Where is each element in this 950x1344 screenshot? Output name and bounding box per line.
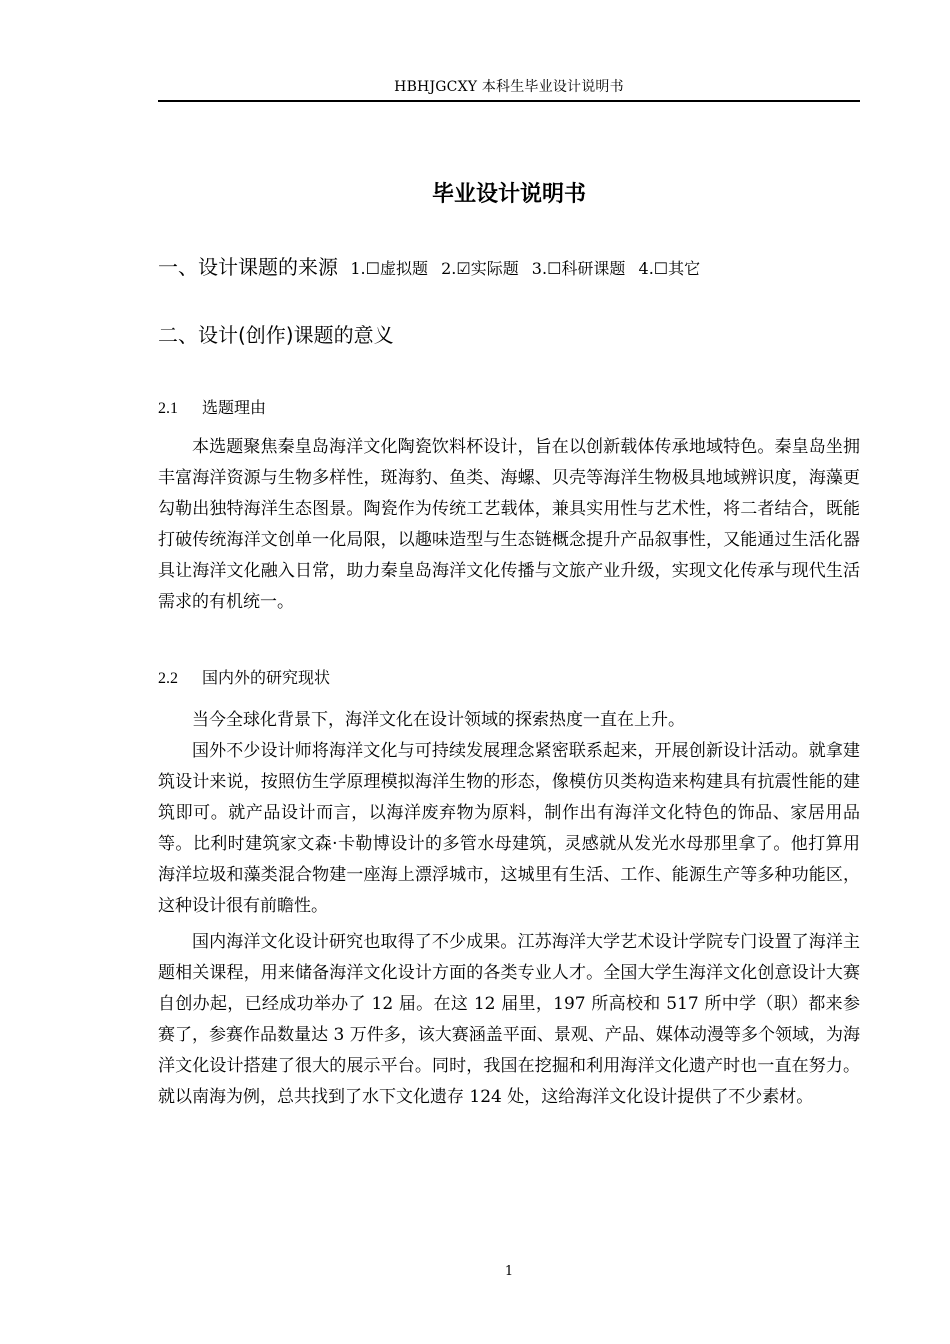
option-virtual: 1.☐虚拟题 [350,259,428,278]
paragraph: 本选题聚焦秦皇岛海洋文化陶瓷饮料杯设计，旨在以创新载体传承地域特色。秦皇岛坐拥丰富海洋资源与生物多样性，斑海豹、鱼类、海螺、贝壳等海洋生物极具地域辨识度，海藻更勾勒出独特海洋生态图景。陶瓷作为传统工艺载体，兼具实用性与艺术性，将二者结合，既能打破传统海洋文创单一化局限，以趣味造型与生态链概念提升产品叙事性，又能通过生活化器具让海洋文化融入日常，助力秦皇岛海洋文化传播与文旅产业升级，实现文化传承与现代生活需求的有机统一。 [158,437,860,612]
subsection-2-1-heading [158,396,266,421]
paragraph: 国内海洋文化设计研究也取得了不少成果。江苏海洋大学艺术设计学院专门设置了海洋主题相关课程，用来储备海洋文化设计方面的各类专业人才。全国大学生海洋文化创意设计大赛自创办起，已经成功举办了 12 届。在这 12 届里，197 所高校和 517 所中学（职）都来参赛了，参赛作品数量达 3 万件多，该大赛涵盖平面、景观、产品、媒体动漫等多个领域，为海洋文化设计搭建了很大的展示平台。同时，我国在挖掘和利用海洋文化遗产时也一直在努力。就以南海为例，总共找到了水下文化遗存 124 处，这给海洋文化设计提供了不少素材。 [158,932,860,1107]
document-title: 毕业设计说明书 [431,182,586,207]
header-divider [158,100,860,102]
paragraph: 国外不少设计师将海洋文化与可持续发展理念紧密联系起来，开展创新设计活动。就拿建筑设计来说，按照仿生学原理模拟海洋生物的形态，像模仿贝类构造来构建具有抗震性能的建筑即可。就产品设计而言，以海洋废弃物为原料，制作出有海洋文化特色的饰品、家居用品等。比利时建筑家文森·卡勒博设计的多管水母建筑，灵感就从发光水母那里拿了。他打算用海洋垃圾和藻类混合物建一座海上漂浮城市，这城里有生活、工作、能源生产等多种功能区，这种设计很有前瞻性。 [158,741,860,916]
subsection-title: 国内外的研究现状 [202,668,331,687]
option-actual: 2.☑实际题 [441,259,519,278]
topic-source-options [350,259,708,278]
subsection-title: 选题理由 [202,398,267,417]
subsection-number: 2.2 [158,670,178,687]
page-header: HBHJGCXY 本科生毕业设计说明书 [394,79,624,95]
section-1-title: 一、设计课题的来源 [158,255,338,279]
subsection-2-2-heading [158,666,330,691]
section-2-heading: 二、设计(创作)课题的意义 [158,323,394,347]
option-research: 3.☐科研课题 [531,259,626,278]
subsection-number: 2.1 [158,400,178,417]
option-other: 4.☐其它 [638,259,701,278]
section-1-heading [158,252,708,284]
paragraph: 当今全球化背景下，海洋文化在设计领域的探索热度一直在上升。 [192,710,685,730]
page-number: 1 [504,1264,514,1279]
